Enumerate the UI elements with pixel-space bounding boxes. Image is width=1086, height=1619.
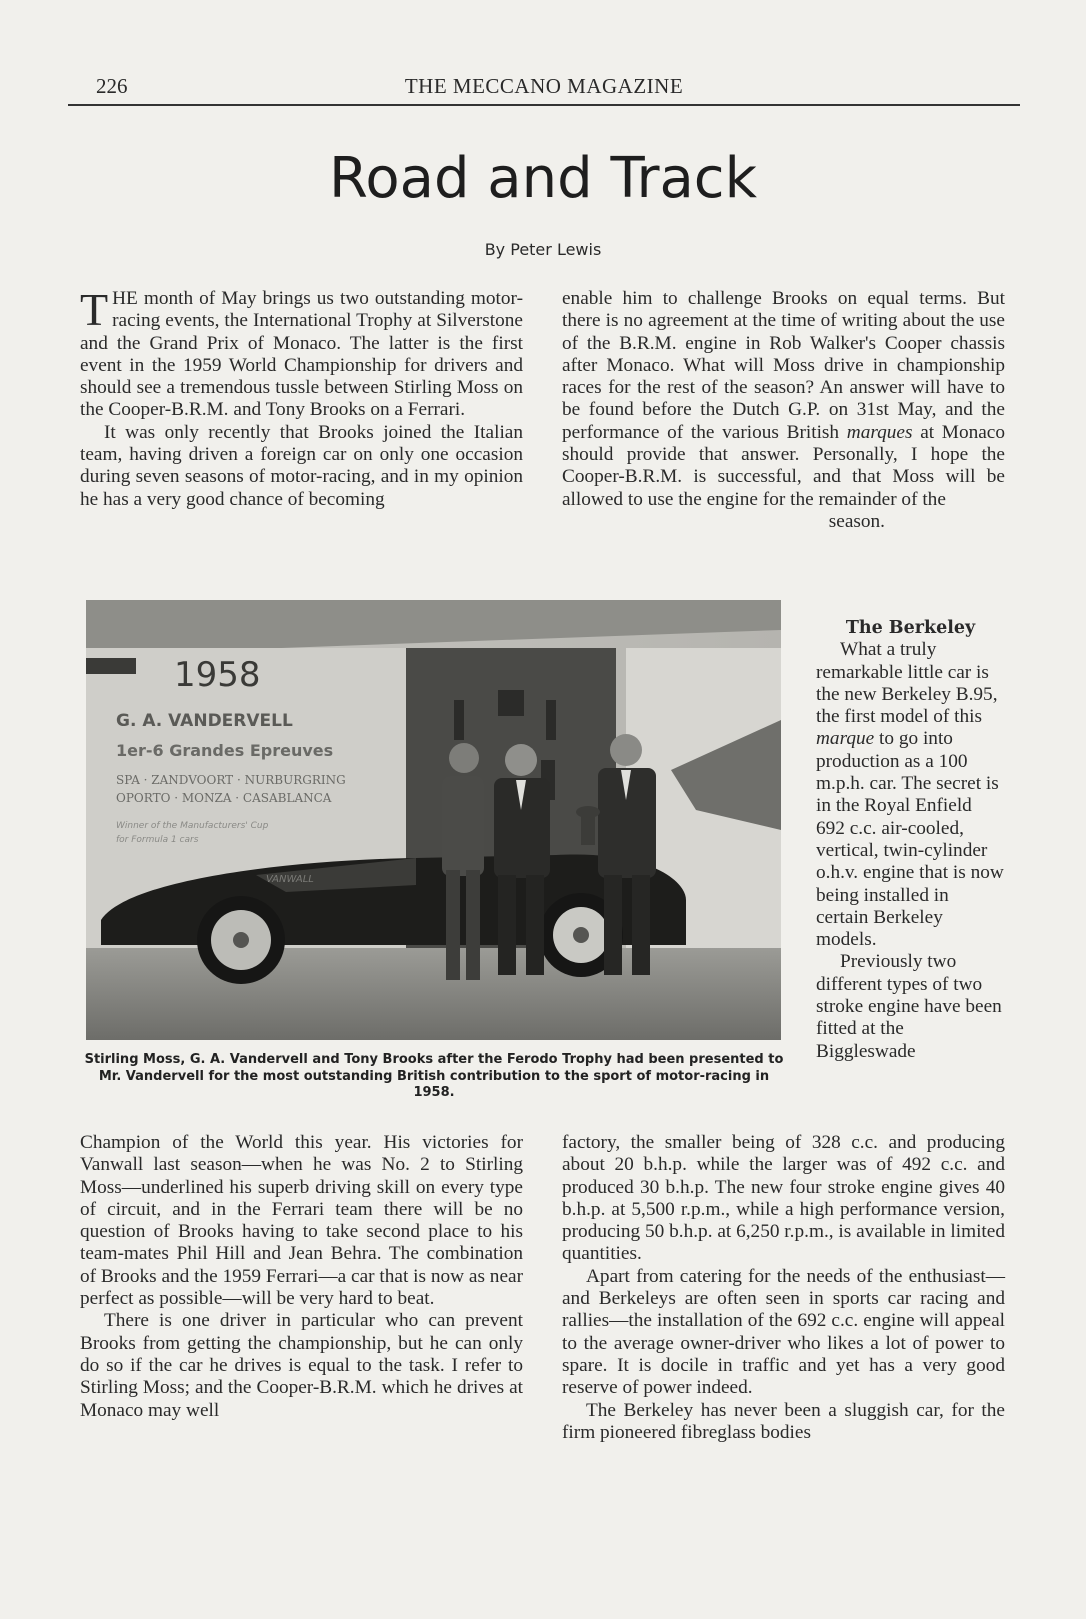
article-photo — [86, 600, 781, 1040]
column-side — [816, 617, 1005, 1063]
italic-word: marque — [816, 728, 875, 750]
article-title: Road and Track — [328, 146, 757, 211]
banner-line4: OPORTO · MONZA · CASABLANCA — [116, 791, 332, 805]
paragraph-text: to go into production as a 100 m.p.h. car. The secret is in the Royal Enfield 692 c.c. air-cooled, vertical, twin-cylinder o.h.v. engine that is now being installed in certain Berkeley models. — [816, 728, 1004, 951]
banner-line6: for Formula 1 cars — [116, 835, 199, 845]
paragraph: It was only recently that Brooks joined the Italian team, having driven a foreign car on only one occasion during seven seasons of motor-racing, and in my opinion he has a very good chance of becoming — [80, 421, 523, 510]
drop-cap: T — [80, 284, 109, 335]
banner-line3: SPA · ZANDVOORT · NURBURGRING — [116, 773, 346, 787]
section-heading: The Berkeley — [845, 618, 976, 638]
column-right-bottom — [562, 1132, 1005, 1444]
paragraph: factory, the smaller being of 328 c.c. and producing about 20 b.h.p. while the larger was of 492 c.c. and produced 30 b.h.p. The new four stroke engine gives 40 b.h.p. at 5,500 r.p.m., while a high performance version, producing 50 b.h.p. at 6,250 r.p.m., is available in limited quantities. — [562, 1132, 1005, 1265]
column-left-top — [80, 284, 523, 511]
paragraph-text: enable him to challenge Brooks on equal terms. But there is no agreement at the time of writing about the use of the B.R.M. engine in Rob Walker's Cooper chassis after Monaco. What will Moss drive in championship races for the rest of the season? An answer will have to be found before the Dutch G.P. on 31st May, and the performance of the various British — [562, 288, 1005, 443]
paragraph-text: What a truly remarkable little car is the new Berkeley B.95, the first model of this — [816, 639, 998, 728]
photo-illustration — [86, 600, 781, 1040]
paragraph: There is one driver in particular who can prevent Brooks from getting the championship, but he can only do so if the car he drives is equal to the task. I refer to Stirling Moss; and the Cooper-B.R.M. which he drives at Monaco may well — [80, 1310, 523, 1421]
paragraph: The Berkeley has never been a sluggish car, for the firm pioneered fibreglass bodies — [562, 1399, 1005, 1443]
car-name: VANWALL — [266, 874, 314, 885]
banner-line5: Winner of the Manufacturers' Cup — [116, 821, 269, 831]
article-byline: By Peter Lewis — [484, 240, 602, 259]
paragraph — [562, 288, 1005, 511]
banner-year: 1958 — [174, 655, 261, 695]
photo-caption: Stirling Moss, G. A. Vandervell and Tony Brooks after the Ferodo Trophy had been presented to Mr. Vandervell for the most outstanding British contribution to the sport of motor-racing in 1958. — [84, 1052, 784, 1100]
paragraph — [816, 639, 1005, 951]
paragraph-text: at Monaco should provide that answer. Personally, I hope the Cooper-B.R.M. is successful, and that Moss will be allowed to use the engine for the remainder of the — [562, 421, 1005, 510]
paragraph-text: HE month of May brings us two outstanding motor-racing events, the International Trophy at Silverstone and the Grand Prix of Monaco. The latter is the first event in the 1959 World Championship for drivers and should see a tremendous tussle between Stirling Moss on the Cooper-B.R.M. and Tony Brooks on a Ferrari. — [80, 288, 523, 421]
paragraph: Apart from catering for the needs of the enthusiast—and Berkeleys are often seen in sports car racing and rallies—the installation of the 692 c.c. engine will appeal to the average owner-driver who likes a lot of power to spare. It is docile in traffic and yet has a very good reserve of power indeed. — [562, 1265, 1005, 1399]
paragraph — [80, 284, 523, 422]
paragraph-end: season. — [828, 510, 885, 532]
page-number: 226 — [96, 74, 128, 98]
paragraph: Previously two different types of two stroke engine have been fitted at the Biggleswade — [816, 951, 1002, 1062]
banner-line1: G. A. VANDERVELL — [116, 711, 293, 731]
italic-word: marques — [846, 421, 913, 443]
page-header — [68, 72, 1020, 106]
column-left-bottom — [80, 1132, 523, 1422]
magazine-title: THE MECCANO MAGAZINE — [404, 74, 684, 98]
banner-line2: 1er-6 Grandes Epreuves — [116, 741, 334, 760]
column-right-top — [562, 288, 1005, 533]
paragraph: Champion of the World this year. His victories for Vanwall last season—when he was No. 2 to Stirling Moss—underlined his superb driving skill on every type of circuit, and in the Ferrari team there will be no question of Brooks having to take second place to his team-mates Phil Hill and Jean Behra. The combination of Brooks and the 1959 Ferrari—a car that is now as near perfect as possible—will be very hard to beat. — [80, 1132, 523, 1310]
